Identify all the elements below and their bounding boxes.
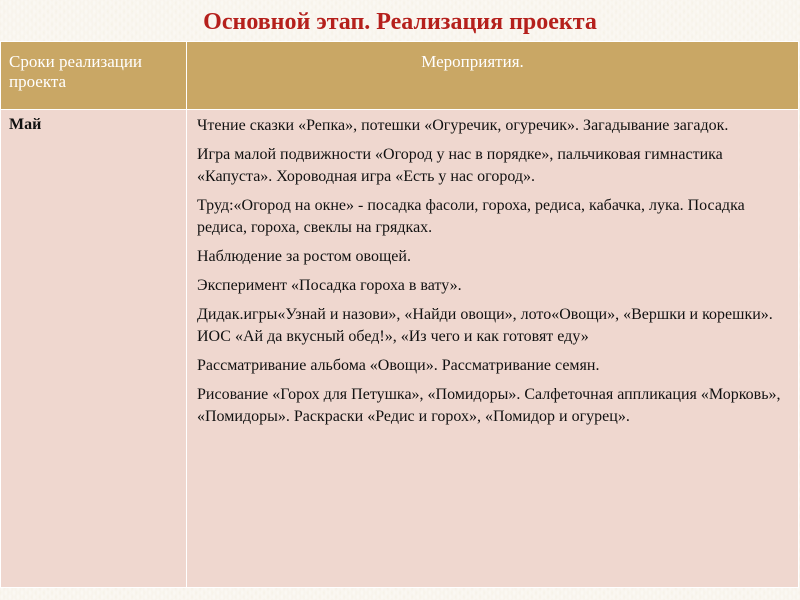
project-plan-table [0,41,799,588]
activity-item: Игра малой подвижности «Огород у нас в порядке», пальчиковая гимнастика «Капуста». Хороводная игра «Есть у нас огород». [197,146,723,185]
header-deadlines: Сроки реализации проекта [1,42,187,110]
header-activities: Мероприятия. [187,42,799,110]
activity-item: Эксперимент «Посадка гороха в вату». [197,277,462,294]
activity-item: Труд:«Огород на окне» - посадка фасоли, гороха, редиса, кабачка, лука. Посадка редиса, гороха, свеклы на грядках. [197,197,745,236]
activity-item: Дидак.игры«Узнай и назови», «Найди овощи», лото«Овощи», «Вершки и корешки». ИОС «Ай да вкусный обед!», «Из чего и как готовят еду» [197,306,773,345]
table-row [1,110,799,588]
activities-cell [187,110,799,588]
activity-item: Наблюдение за ростом овощей. [197,248,411,265]
slide-title: Основной этап. Реализация проекта [203,9,597,35]
table-header-row [1,42,799,110]
activity-item: Рассматривание альбома «Овощи». Рассматривание семян. [197,357,600,374]
activity-item: Чтение сказки «Репка», потешки «Огуречик, огуречик». Загадывание загадок. [197,117,729,134]
month-cell: Май [1,110,187,588]
activity-item: Рисование «Горох для Петушка», «Помидоры». Салфеточная аппликация «Морковь», «Помидоры». Раскраски «Редис и горох», «Помидор и огурец». [197,386,781,425]
